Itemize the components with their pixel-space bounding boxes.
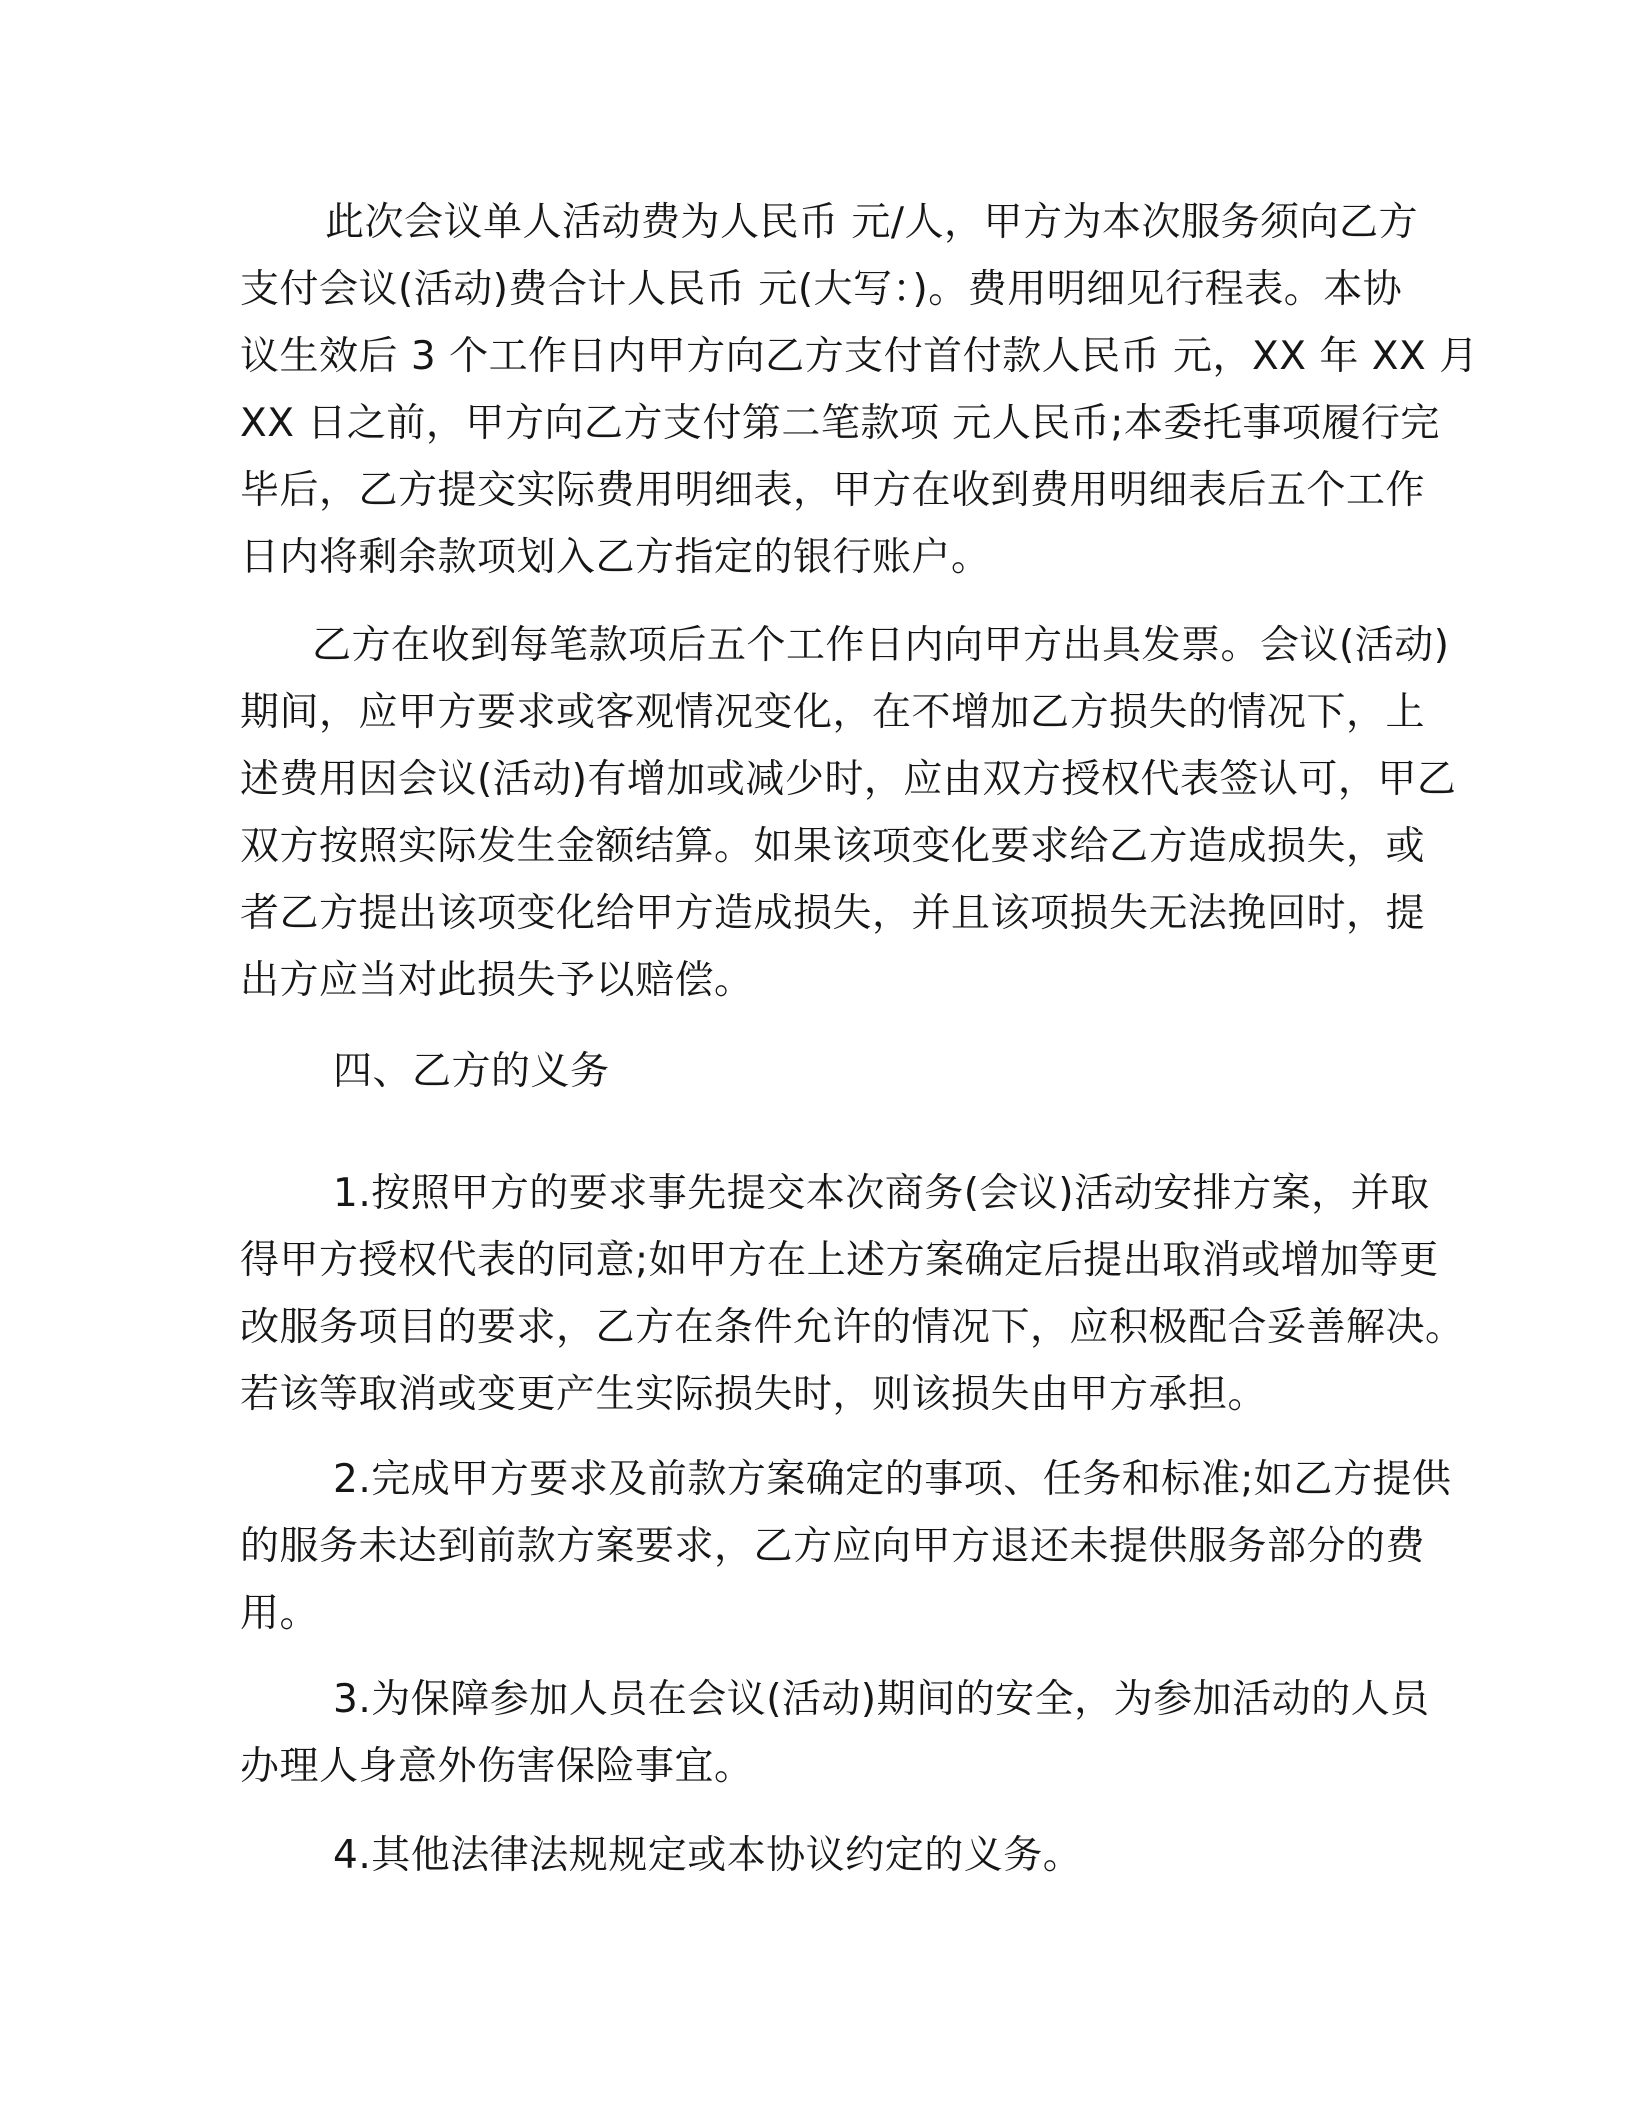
- heading-text: 四、乙方的义务: [333, 1049, 610, 1094]
- paragraph-obligation-2: [240, 1446, 1451, 1647]
- text-line: XX 日之前，甲方向乙方支付第二笔款项 元人民币;本委托事项履行完: [240, 401, 1440, 446]
- text-line: 得甲方授权代表的同意;如甲方在上述方案确定后提出取消或增加等更: [240, 1238, 1439, 1283]
- text-line: 办理人身意外伤害保险事宜。: [240, 1744, 754, 1789]
- text-line: 3.为保障参加人员在会议(活动)期间的安全，为参加活动的人员: [333, 1677, 1430, 1722]
- text-line: 用。: [240, 1591, 320, 1636]
- text-line: 双方按照实际发生金额结算。如果该项变化要求给乙方造成损失，或: [240, 824, 1426, 869]
- text-line: 的服务未达到前款方案要求，乙方应向甲方退还未提供服务部分的费: [240, 1524, 1426, 1569]
- paragraph-obligation-1: [240, 1160, 1465, 1428]
- text-line: 述费用因会议(活动)有增加或减少时，应由双方授权代表签认可，甲乙: [240, 757, 1457, 802]
- paragraph-invoice-terms: [240, 612, 1456, 1014]
- paragraph-obligation-3: [240, 1666, 1430, 1800]
- text-line: 改服务项目的要求，乙方在条件允许的情况下，应积极配合妥善解决。: [240, 1305, 1465, 1350]
- paragraph-payment-terms: [240, 189, 1479, 591]
- text-line: 乙方在收到每笔款项后五个工作日内向甲方出具发票。会议(活动): [312, 623, 1450, 668]
- text-line: 此次会议单人活动费为人民币 元/人，甲方为本次服务须向乙方: [325, 200, 1419, 245]
- text-line: 日内将剩余款项划入乙方指定的银行账户。: [240, 535, 991, 580]
- text-line: 1.按照甲方的要求事先提交本次商务(会议)活动安排方案，并取: [333, 1171, 1430, 1216]
- text-line: 若该等取消或变更产生实际损失时，则该损失由甲方承担。: [240, 1372, 1268, 1417]
- text-line: 2.完成甲方要求及前款方案确定的事项、任务和标准;如乙方提供: [333, 1457, 1452, 1502]
- section-heading: [333, 1038, 610, 1105]
- text-line: 出方应当对此损失予以赔偿。: [240, 958, 754, 1003]
- text-line: 议生效后 3 个工作日内甲方向乙方支付首付款人民币 元，XX 年 XX 月: [240, 334, 1479, 379]
- text-line: 支付会议(活动)费合计人民币 元(大写：)。费用明细见行程表。本协: [240, 267, 1403, 312]
- paragraph-obligation-4: [240, 1822, 1082, 1889]
- text-line: 者乙方提出该项变化给甲方造成损失，并且该项损失无法挽回时，提: [240, 891, 1426, 936]
- text-line: 期间，应甲方要求或客观情况变化，在不增加乙方损失的情况下，上: [240, 690, 1426, 735]
- text-line: 毕后，乙方提交实际费用明细表，甲方在收到费用明细表后五个工作: [240, 468, 1426, 513]
- text-line: 4.其他法律法规规定或本协议约定的义务。: [333, 1833, 1083, 1878]
